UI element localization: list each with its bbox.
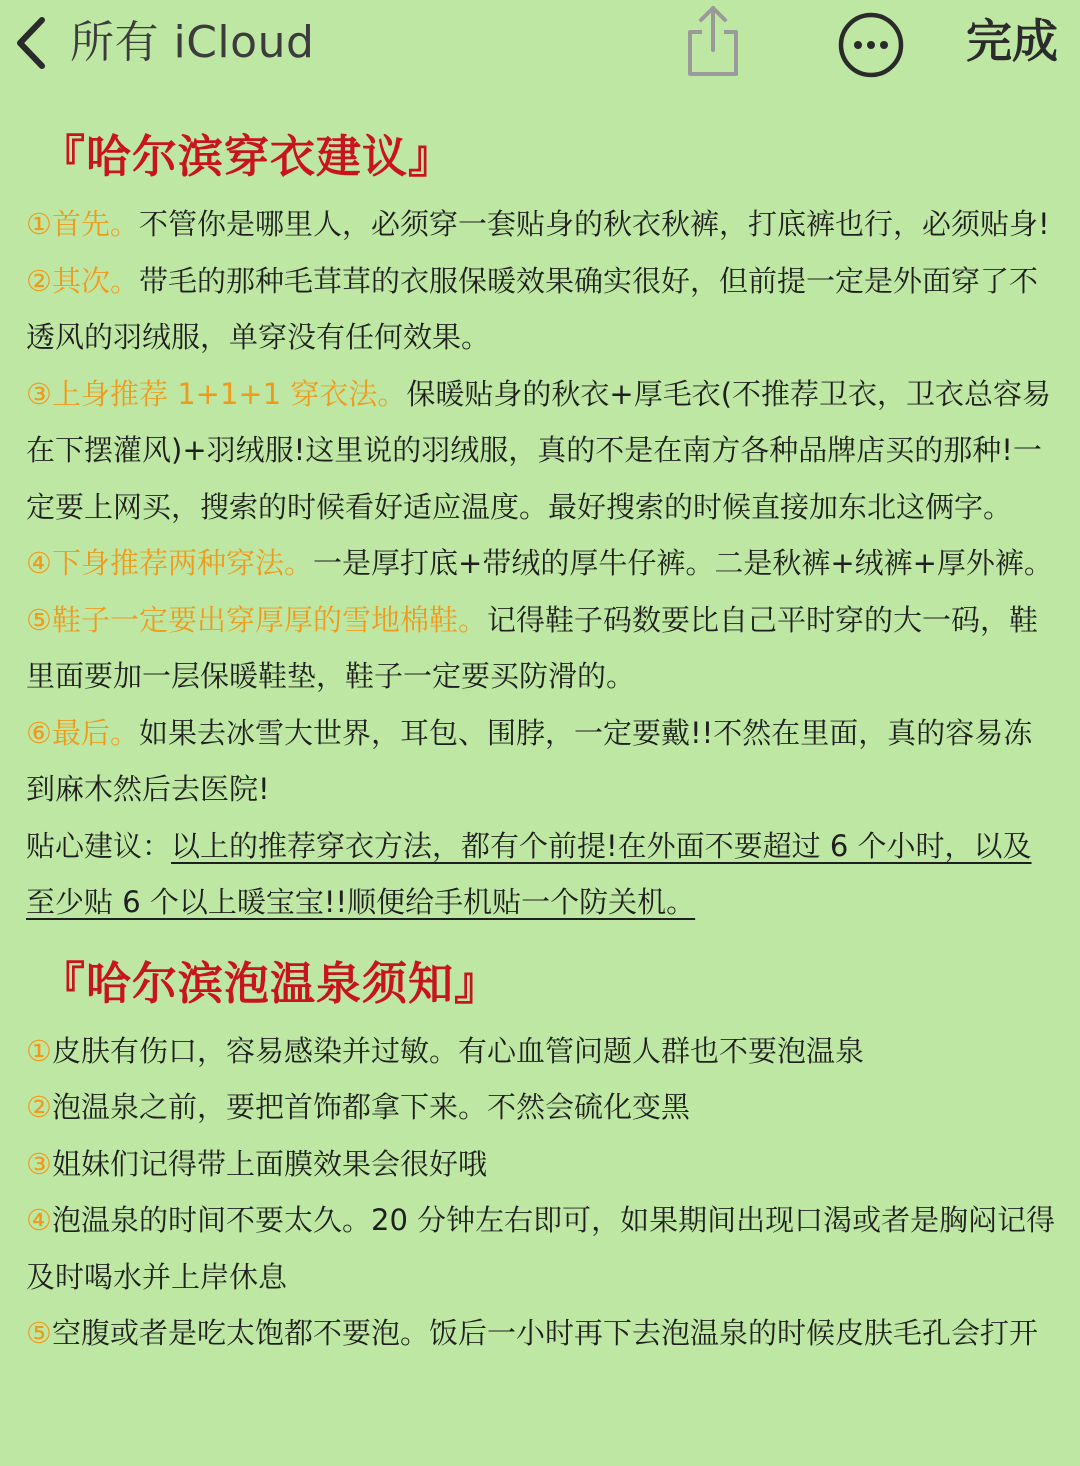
- item-lead: 其次。: [52, 263, 140, 298]
- item-text: 不管你是哪里人，必须穿一套贴身的秋衣秋裤，打底裤也行，必须贴身!: [139, 207, 1050, 241]
- clothing-item-1: [26, 196, 1056, 253]
- hot-spring-item-4: [26, 1192, 1056, 1305]
- share-button[interactable]: [680, 2, 746, 78]
- item-lead: 首先。: [52, 207, 140, 241]
- item-text: 带毛的那种毛茸茸的衣服保暖效果确实很好，但前提一定是外面穿了不透风的羽绒服，单穿没有任何效果。: [26, 263, 1039, 354]
- item-lead: 鞋子一定要出穿厚厚的雪地棉鞋。: [52, 602, 488, 637]
- item-number: ①: [26, 207, 52, 241]
- hot-spring-item-3: [26, 1136, 1056, 1193]
- clothing-item-5: [26, 592, 1056, 705]
- item-number: ④: [26, 546, 52, 580]
- item-lead: 下身推荐两种穿法。: [52, 546, 314, 580]
- item-text: 皮肤有伤口，容易感染并过敏。有心血管问题人群也不要泡温泉: [52, 1033, 865, 1068]
- item-text: 泡温泉的时间不要太久。20 分钟左右即可，如果期间出现口渴或者是胸闷记得及时喝水并上岸休息: [26, 1203, 1056, 1294]
- item-number: ②: [26, 263, 52, 298]
- note-body[interactable]: [26, 122, 1056, 1362]
- clothing-item-2: [26, 253, 1056, 366]
- item-text: 记得鞋子码数要比自己平时穿的大一码，鞋里面要加一层保暖鞋垫，鞋子一定要买防滑的。: [26, 602, 1039, 693]
- section-title-clothing: 『哈尔滨穿衣建议』: [40, 130, 455, 183]
- clothing-item-3: [26, 366, 1056, 536]
- navigation-bar: [0, 0, 1080, 88]
- more-button[interactable]: [836, 10, 906, 80]
- item-text: 泡温泉之前，要把首饰都拿下来。不然会硫化变黑: [52, 1090, 691, 1124]
- section-title-hot-spring: 『哈尔滨泡温泉须知』: [40, 956, 501, 1010]
- item-number: ②: [26, 1090, 52, 1124]
- done-button[interactable]: 完成: [966, 14, 1058, 68]
- item-number: ①: [26, 1033, 52, 1068]
- tip-text: 以上的推荐穿衣方法，都有个前提!在外面不要超过 6 个小时，以及至少贴 6 个以上暖宝宝!!顺便给手机贴一个防关机。: [26, 828, 1032, 919]
- back-label: 所有 iCloud: [70, 17, 315, 68]
- item-number: ⑤: [26, 602, 52, 637]
- item-number: ③: [26, 1146, 52, 1181]
- item-text: 空腹或者是吃太饱都不要泡。饭后一小时再下去泡温泉的时候皮肤毛孔会打开: [52, 1316, 1039, 1350]
- tip-paragraph: [26, 818, 1056, 931]
- item-text: 如果去冰雪大世界，耳包、围脖，一定要戴!!不然在里面，真的容易冻到麻木然后去医院!: [26, 715, 1033, 806]
- item-lead: 上身推荐 1+1+1 穿衣法。: [52, 376, 407, 411]
- hot-spring-item-5: [26, 1305, 1056, 1362]
- item-text: 姐妹们记得带上面膜效果会很好哦: [52, 1146, 488, 1181]
- item-text: 保暖贴身的秋衣+厚毛衣(不推荐卫衣，卫衣总容易在下摆灌风)+羽绒服!这里说的羽绒服，真的不是在南方各种品牌店买的那种!一定要上网买，搜索的时候看好适应温度。最好搜索的时候直接加东北这俩字。: [26, 376, 1052, 524]
- item-number: ③: [26, 376, 52, 411]
- item-number: ⑥: [26, 715, 52, 750]
- more-ellipsis-icon: [836, 10, 906, 80]
- back-button[interactable]: [12, 6, 314, 80]
- item-number: ⑤: [26, 1316, 52, 1350]
- hot-spring-item-1: [26, 1023, 1056, 1080]
- item-lead: 最后。: [52, 715, 140, 750]
- clothing-item-6: [26, 705, 1056, 818]
- tip-label: 贴心建议：: [26, 828, 172, 863]
- share-icon: [680, 2, 746, 78]
- clothing-item-4: [26, 535, 1056, 592]
- item-number: ④: [26, 1203, 52, 1237]
- item-text: 一是厚打底+带绒的厚牛仔裤。二是秋裤+绒裤+厚外裤。: [313, 546, 1053, 580]
- hot-spring-item-2: [26, 1079, 1056, 1136]
- chevron-left-icon: [12, 16, 48, 70]
